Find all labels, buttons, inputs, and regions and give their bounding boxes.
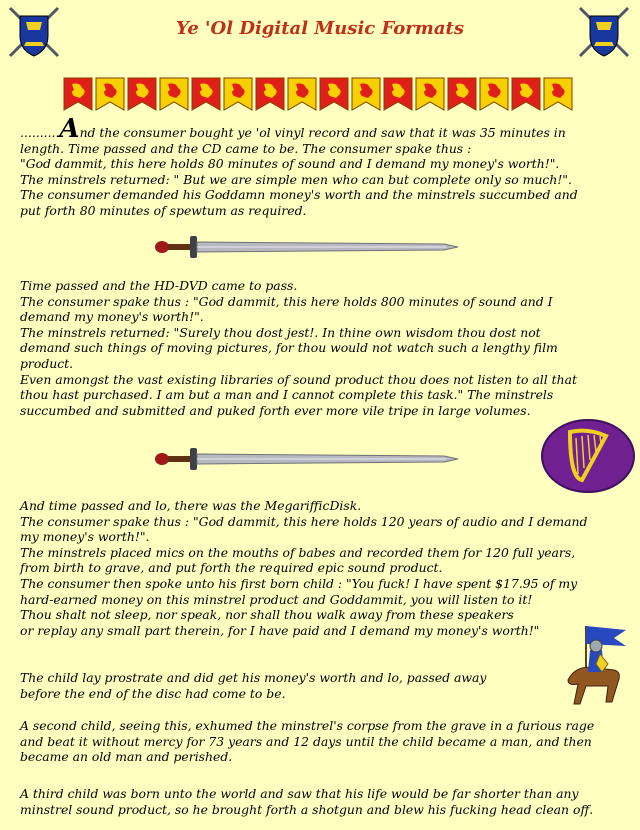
story-section-2: [20, 278, 632, 418]
story-line: The consumer demanded his Goddamn money's worth and the minstrels succumbed and: [20, 187, 578, 203]
story-section-1: [20, 114, 632, 219]
heraldic-banner-icon: [446, 76, 478, 112]
heraldic-banner-icon: [350, 76, 382, 112]
sword-icon: [154, 232, 460, 262]
story-line: Time passed and the HD-DVD came to pass.: [20, 278, 298, 293]
story-line: or replay any small part therein, for I have paid and I demand my money's worth!": [20, 622, 540, 638]
story-line: The consumer spake thus : "God dammit, this here holds 800 minutes of sound and I: [20, 293, 553, 309]
story-line: The minstrels returned: "Surely thou dost jest!. In thine own wisdom thou dost not: [20, 324, 541, 340]
story-line: put forth 80 minutes of spewtum as required.: [20, 202, 307, 218]
knight-on-horse-icon: [556, 620, 636, 710]
story-line: ..........And the consumer bought ye 'ol vinyl record and saw that it was 35 minutes in: [20, 114, 566, 144]
story-line: The consumer spake thus : "God dammit, this here holds 120 years of audio and I demand: [20, 513, 588, 529]
heraldic-banner-icon: [382, 76, 414, 112]
story-line: hard-earned money on this minstrel product and Goddammit, you will listen to it!: [20, 591, 533, 607]
story-section-4: [20, 670, 632, 701]
heraldic-banner-icon: [542, 76, 574, 112]
story-line: demand such things of moving pictures, for thou would not watch such a lengthy film: [20, 340, 558, 356]
story-line: A second child, seeing this, exhumed the minstrel's corpse from the grave in a furious rage: [20, 718, 595, 733]
heraldic-banner-icon: [94, 76, 126, 112]
story-section-3: [20, 498, 632, 638]
story-line: became an old man and perished.: [20, 749, 233, 765]
story-line: A third child was born unto the world and saw that his life would be far shorter than any: [20, 786, 579, 801]
heraldic-banner-icon: [286, 76, 318, 112]
sword-icon: [154, 444, 460, 474]
heraldic-banner-icon: [126, 76, 158, 112]
story-line: And time passed and lo, there was the MegarifficDisk.: [20, 498, 362, 513]
heraldic-banner-icon: [414, 76, 446, 112]
heraldic-banner-icon: [190, 76, 222, 112]
story-line: thou hast purchased. I am but a man and I cannot complete this task." The minstrels: [20, 387, 554, 403]
heraldic-banner-icon: [158, 76, 190, 112]
heraldic-banner-icon: [222, 76, 254, 112]
story-line: Even amongst the vast existing libraries of sound product thou does not listen to all that: [20, 371, 577, 387]
story-line: my money's worth!".: [20, 529, 150, 545]
story-line: The minstrels returned: " But we are simple men who can but complete only so much!".: [20, 171, 572, 187]
drop-cap: A: [59, 114, 80, 144]
heraldic-banner-row: [62, 76, 574, 112]
heraldic-banner-icon: [318, 76, 350, 112]
story-line: and beat it without mercy for 73 years and 12 days until the child became a man, and then: [20, 733, 592, 749]
story-line: Thou shalt not sleep, nor speak, nor shall thou walk away from these speakers: [20, 607, 514, 623]
story-section-6: [20, 786, 632, 817]
story-line: demand my money's worth!".: [20, 309, 204, 325]
heraldic-banner-icon: [478, 76, 510, 112]
page-title: Ye 'Ol Digital Music Formats: [176, 18, 464, 39]
heraldic-banner-icon: [254, 76, 286, 112]
heraldic-banner-icon: [62, 76, 94, 112]
story-line: product.: [20, 355, 74, 371]
story-line: length. Time passed and the CD came to be. The consumer spake thus :: [20, 140, 472, 156]
story-line: before the end of the disc had come to be.: [20, 685, 286, 701]
story-line: minstrel sound product, so he brought forth a shotgun and blew his fucking head clean off.: [20, 801, 594, 817]
story-section-5: [20, 718, 632, 765]
harp-emblem-icon: [540, 418, 636, 494]
heraldic-banner-icon: [510, 76, 542, 112]
story-line: The consumer then spoke unto his first born child : "You fuck! I have spent $17.95 of my: [20, 575, 578, 591]
story-line: succumbed and submitted and puked forth ever more vile tripe in large volumes.: [20, 402, 531, 418]
story-line: The minstrels placed mics on the mouths of babes and recorded them for 120 full years,: [20, 544, 576, 560]
story-line: "God dammit, this here holds 80 minutes of sound and I demand my money's worth!".: [20, 156, 560, 172]
story-line: from birth to grave, and put forth the required epic sound product.: [20, 560, 443, 576]
story-line: The child lay prostrate and did get his money's worth and lo, passed away: [20, 670, 487, 685]
